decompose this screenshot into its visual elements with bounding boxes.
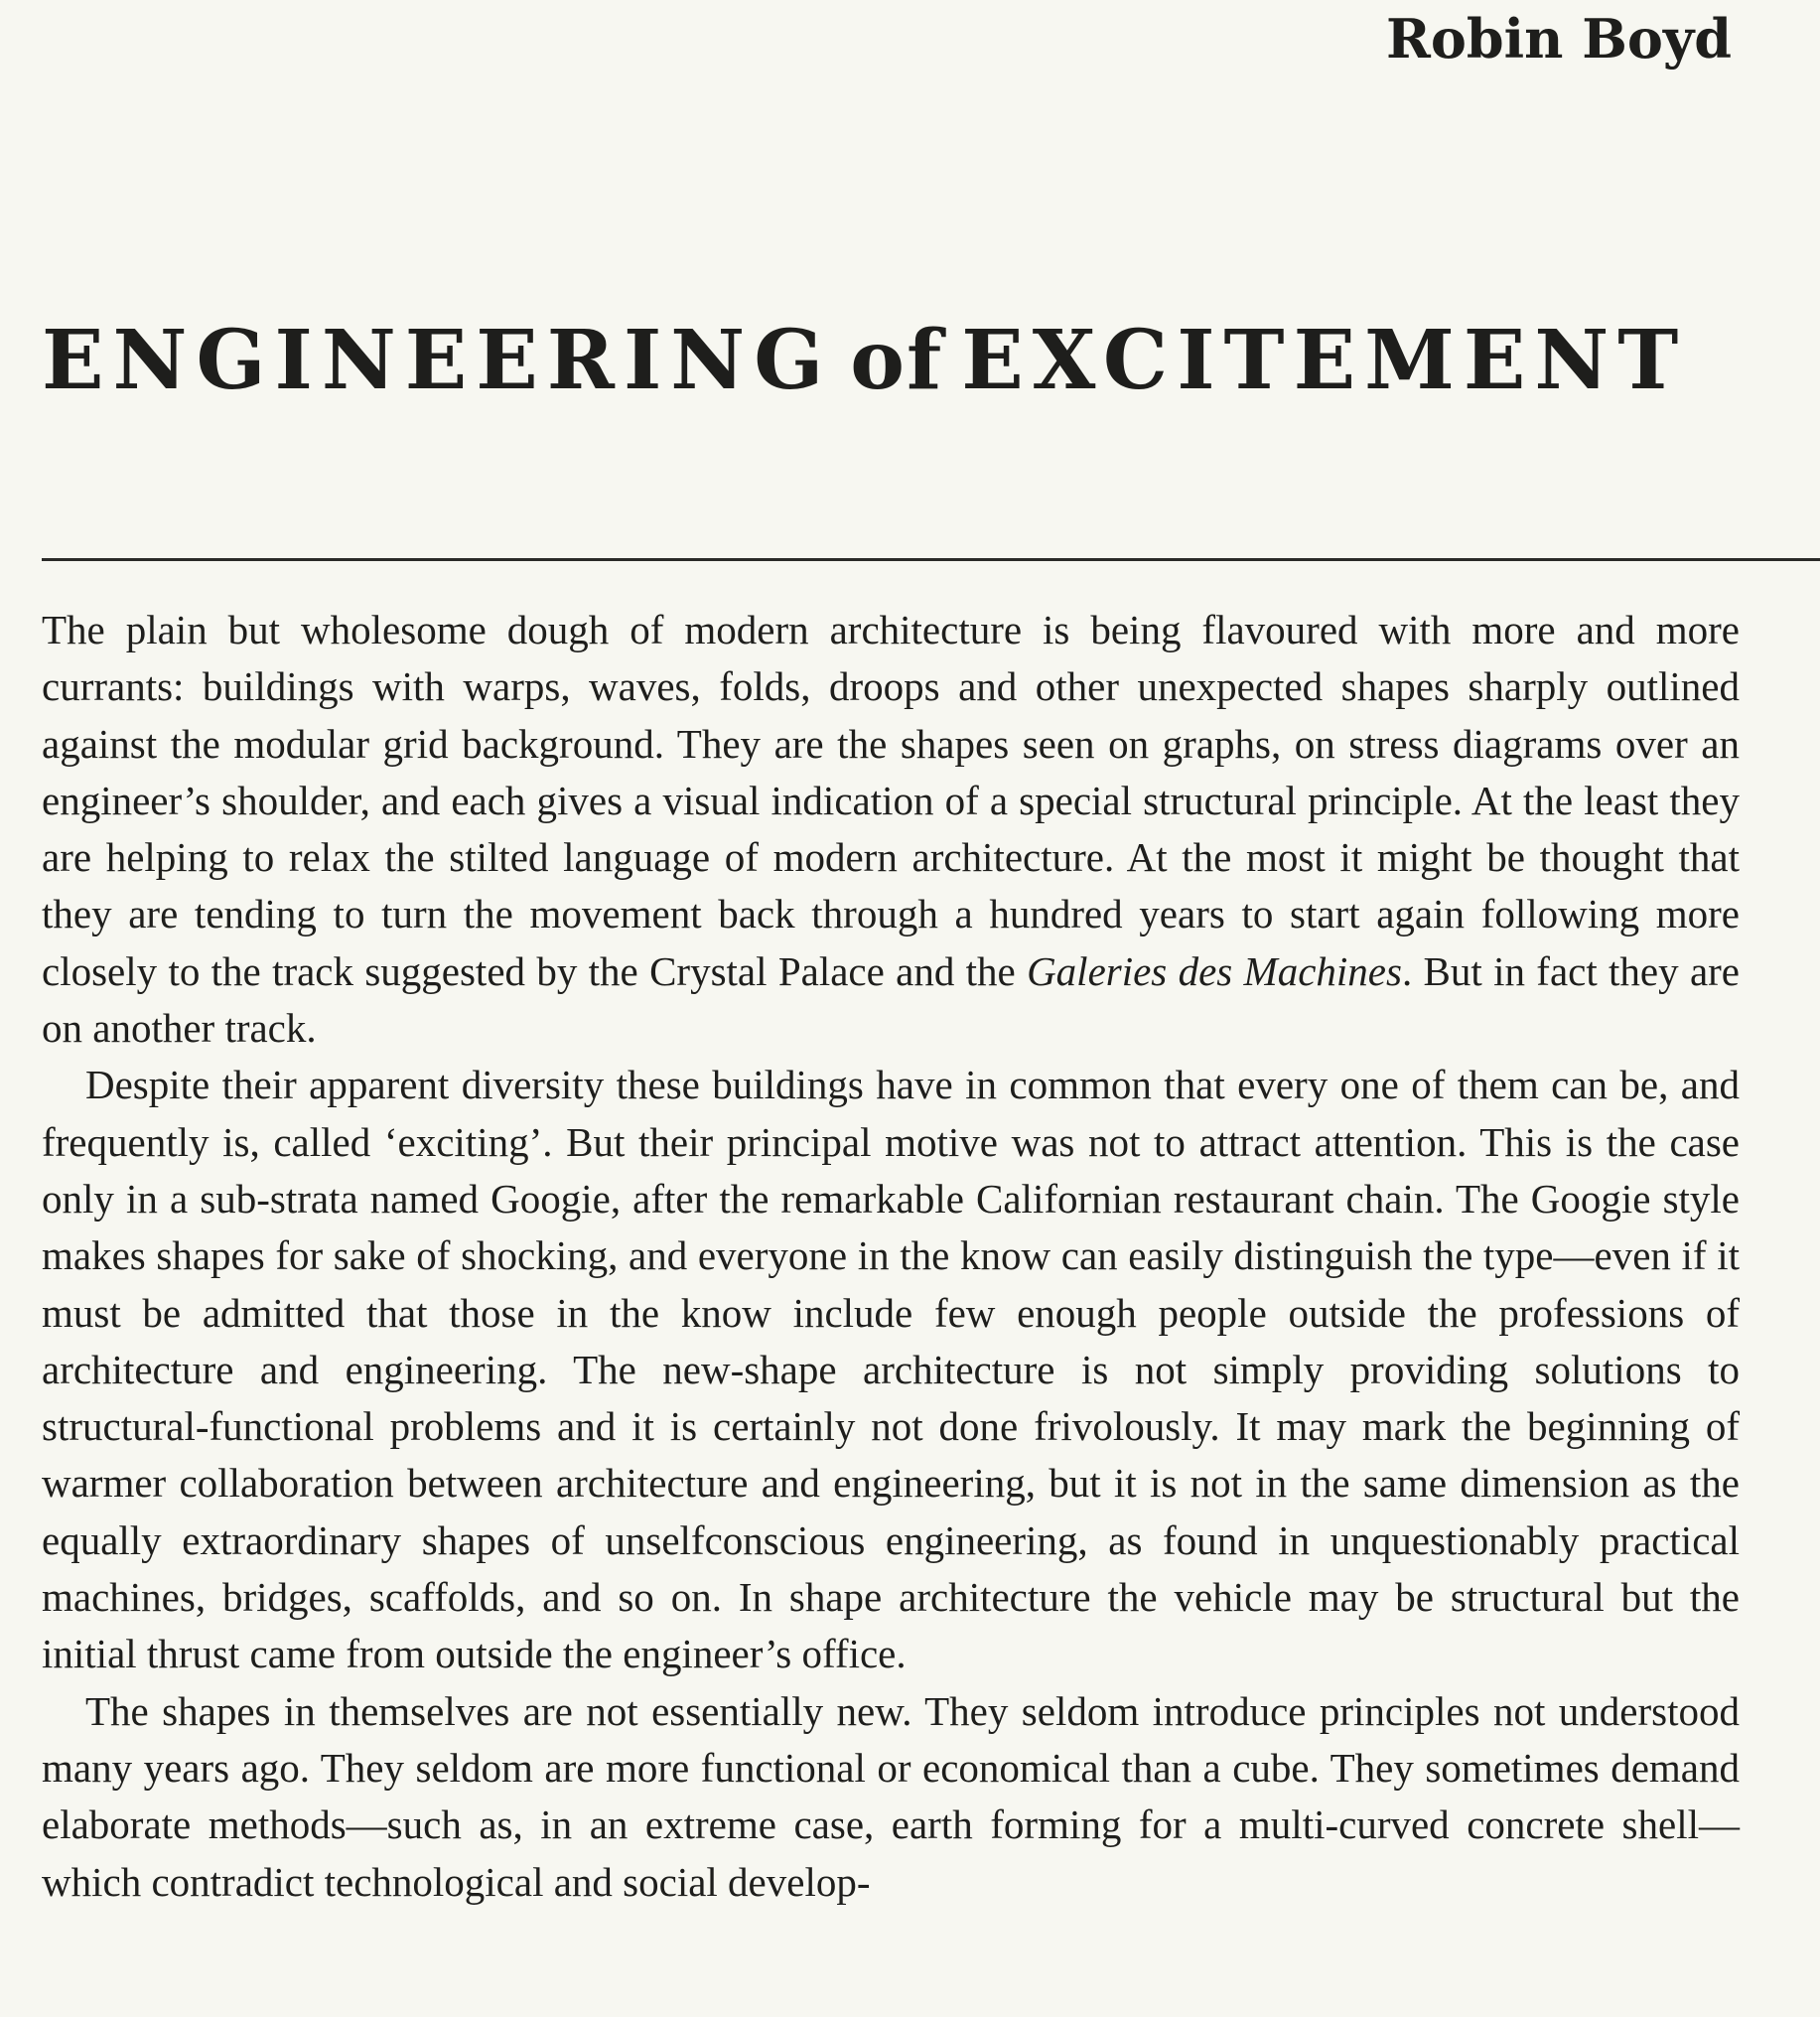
paragraph-1-text-end: . But in fact they are on another track.	[42, 947, 1741, 1052]
title-word-excitement: EXCITEMENT	[961, 313, 1688, 408]
author-name: Robin Boyd	[1385, 7, 1732, 71]
paragraph-2: Despite their apparent diversity these buildings have in common that every one of them can be, and frequently is, called ‘exciting’. But their principal motive was not to attract attention. This is the case only in a sub-strata named Googie, after the remarkable Californian restaurant chain. The Googie style makes shapes for sake of shocking, and everyone in the know can easily distinguish the type—even if it must be admitted that those in the know include few enough people outside the professions of architecture and engineering. The new-shape architecture is not simply providing solutions to structural-functional problems and it is certainly not done frivolously. It may mark the beginning of warmer collaboration between architecture and engineering, but it is not in the same dimension as the equally extraordinary shapes of unselfconscious engineering, as found in unquestionably practical machines, bridges, scaffolds, and so on. In shape architecture the vehicle may be structural but the initial thrust came from outside the engineer’s office.	[42, 1062, 1740, 1677]
article-body	[42, 602, 1740, 1911]
title-word-engineering: ENGINEERING	[42, 313, 833, 408]
paragraph-1-text-start: The plain but wholesome dough of modern architecture is being flavoured with more and more currants: buildings with warps, waves, folds, droops and other unexpected shapes sharply outlined against the modular grid background. They are the shapes seen on graphs, on stress diagrams over an engineer’s shoulder, and each gives a visual indication of a special structural principle. At the least they are helping to relax the stilted language of modern architecture. At the most it might be thought that they are tending to turn the movement back through a hundred years to start again following more closely to the track suggested by the Crystal Palace and the	[42, 607, 1740, 994]
paragraph-3: The shapes in themselves are not essentially new. They seldom introduce principles not understood many years ago. They seldom are more functional or economical than a cube. They sometimes demand elaborate methods—such as, in an extreme case, earth forming for a multi-curved concrete shell—which contradict technological and social develop-	[42, 1687, 1740, 1905]
paragraph-1-italic-title: Galeries des Machines	[1027, 947, 1402, 994]
title-word-of: of	[850, 313, 944, 408]
title-divider	[42, 558, 1820, 561]
paragraph-1	[42, 602, 1740, 1057]
article-title	[42, 313, 1750, 408]
